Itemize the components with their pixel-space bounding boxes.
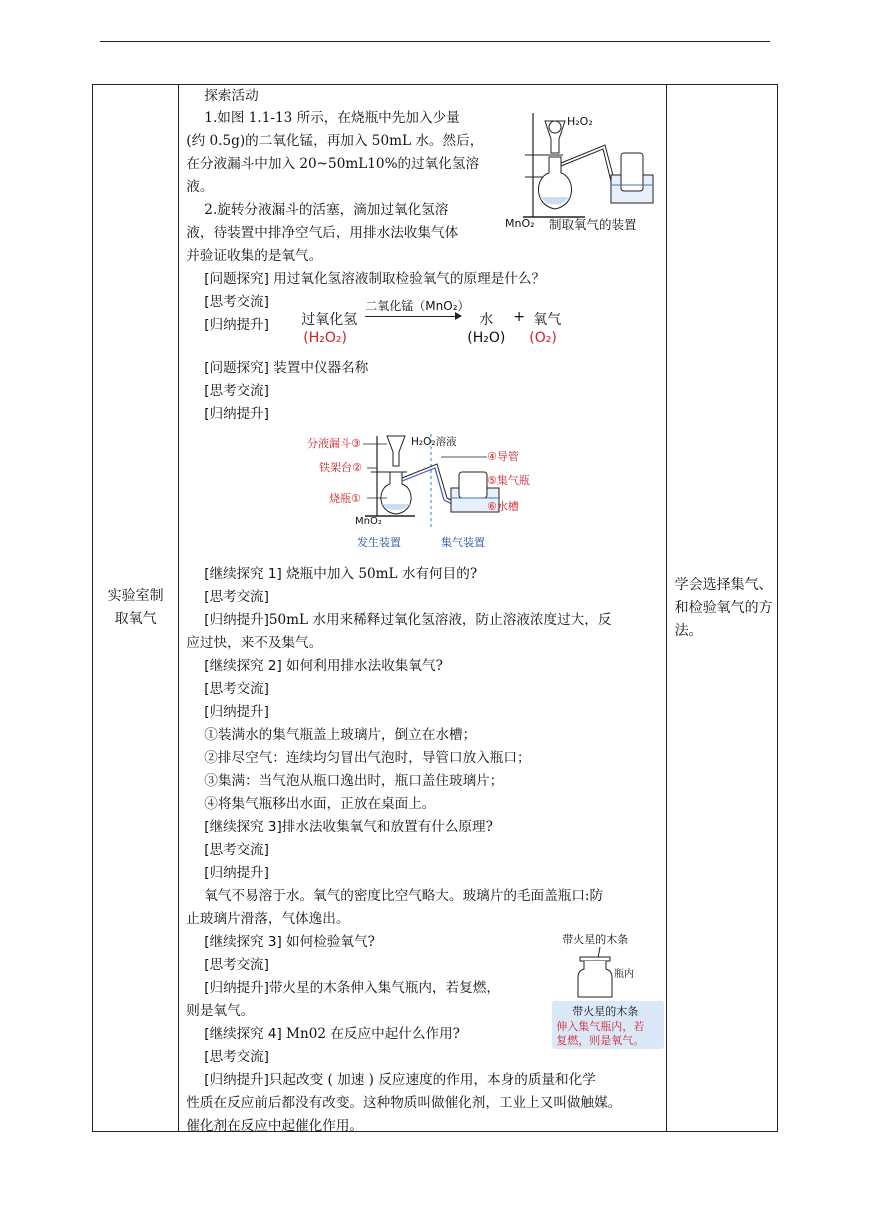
- label-bottle: ⑤集气瓶: [487, 474, 531, 487]
- question-tag: [继续探究 3]: [204, 934, 282, 950]
- splint-top-label: 带火星的木条: [562, 933, 629, 946]
- question-row: [204, 268, 545, 290]
- discussion-tag: [思考交流]: [204, 842, 269, 858]
- product-water: 水: [479, 312, 494, 328]
- product-oxygen: 氧气: [533, 312, 562, 328]
- bottle-label: 瓶内: [614, 969, 635, 980]
- content-cell: [179, 85, 666, 1132]
- label-funnel: 分液漏斗③: [307, 437, 362, 450]
- summary-tag: [归纳提升]: [204, 704, 269, 720]
- label-flask: 烧瓶①: [329, 492, 362, 505]
- box-title: 带火星的木条: [572, 1005, 639, 1018]
- question-text: 如何检验氧气?: [286, 934, 375, 950]
- answer-text: 只起改变 ( 加速 ) 反应速度的作用，本身的质量和化学: [268, 1072, 596, 1088]
- discussion-tag: [思考交流]: [204, 294, 269, 310]
- line: 止玻璃片滑落，气体逸出。: [186, 911, 350, 927]
- splint-conclusion-box: [552, 1001, 664, 1049]
- h2o2-label: H₂O₂: [567, 115, 594, 128]
- splint-bottle-icon: [570, 947, 640, 1001]
- line: 应过快，来不及集气。: [186, 635, 323, 651]
- answer-row: [204, 609, 611, 631]
- line-title: 探索活动: [204, 88, 259, 104]
- label-stand: 铁架台②: [319, 461, 363, 474]
- discussion-tag: [思考交流]: [204, 589, 269, 605]
- caption-left: 发生装置: [357, 536, 402, 549]
- discussion-tag: [思考交流]: [204, 681, 269, 697]
- summary-tag: [归纳提升]: [204, 1072, 269, 1088]
- answer-row: [204, 1069, 596, 1091]
- section-label-cell: [93, 85, 179, 1132]
- line: 在分液漏斗中加入 20~50mL10%的过氧化氢溶: [186, 156, 480, 172]
- reaction-equation: [293, 297, 593, 349]
- step-item: ①装满水的集气瓶盖上玻璃片，倒立在水槽；: [204, 727, 477, 743]
- discussion-tag: [思考交流]: [204, 957, 269, 973]
- lesson-table: [92, 84, 778, 1132]
- discussion-tag: [思考交流]: [204, 383, 269, 399]
- step-item: ②排尽空气：连续均匀冒出气泡时，导管口放入瓶口；: [204, 750, 531, 766]
- summary-tag: [归纳提升]: [204, 612, 269, 628]
- goal-text: 学会选择集气、和检验氧气的方法。: [674, 576, 773, 639]
- question-tag: [继续探究 1]: [204, 566, 282, 582]
- line: 并验证收集的是氧气。: [186, 248, 323, 264]
- step-item: ④将集气瓶移出水面，正放在桌面上。: [204, 796, 436, 812]
- question-row: [204, 816, 493, 838]
- catalyst-label: 二氧化锰（MnO₂）: [365, 299, 470, 313]
- question-row: [204, 563, 477, 585]
- reaction-arrow: [365, 316, 461, 317]
- box-line2: 复燃，则是氧气。: [556, 1034, 645, 1047]
- header-rule: [100, 41, 770, 42]
- summary-tag: [归纳提升]: [204, 980, 269, 996]
- box-line1: 伸入集气瓶内，若: [556, 1020, 645, 1033]
- summary-tag: [归纳提升]: [204, 865, 269, 881]
- question-text: Mn02 在反应中起什么作用?: [286, 1026, 460, 1042]
- product-water-formula: (H₂O): [467, 330, 506, 346]
- label-tube: ④导管: [487, 450, 520, 463]
- question-row: [204, 931, 375, 953]
- line: (约 0.5g)的二氧化锰，再加入 50mL 水。然后，: [186, 133, 484, 149]
- question-tag: [继续探究 4]: [204, 1026, 282, 1042]
- question-text: 用过氧化氢溶液制取检验氧气的原理是什么？: [273, 271, 546, 287]
- caption-right: 集气装置: [441, 536, 486, 549]
- reactant-formula: (H₂O₂): [303, 330, 347, 346]
- summary-tag: [归纳提升]: [204, 406, 269, 422]
- line: 催化剂在反应中起催化作用。: [186, 1118, 364, 1134]
- question-text: 如何利用排水法收集氧气?: [286, 658, 443, 674]
- question-text: 排水法收集氧气和放置有什么原理?: [281, 819, 493, 835]
- plus-sign: +: [513, 309, 526, 325]
- figure1-caption: 制取氧气的装置: [549, 217, 637, 232]
- question-tag: [问题探究]: [204, 271, 269, 287]
- line: 氧气不易溶于水。氧气的密度比空气略大。玻璃片的毛面盖瓶口:防: [204, 888, 604, 904]
- line: 液。: [186, 179, 214, 195]
- question-row: [204, 357, 368, 379]
- answer-text: 50mL 水用来稀释过氧化氢溶液，防止溶液浓度过大，反: [268, 612, 612, 628]
- line: 则是氧气。: [186, 1003, 255, 1019]
- label-h2o2: H₂O₂溶液: [411, 436, 457, 448]
- question-tag: [继续探究 3]: [204, 819, 282, 835]
- oxygen-apparatus-figure: [505, 105, 665, 235]
- discussion-tag: [思考交流]: [204, 1049, 269, 1065]
- reactant-name: 过氧化氢: [301, 312, 358, 328]
- step-item: ③集满：当气泡从瓶口逸出时，瓶口盖住玻璃片；: [204, 773, 504, 789]
- label-trough: ⑥水槽: [487, 500, 520, 513]
- label-mno2: MnO₂: [355, 516, 383, 527]
- question-text: 烧瓶中加入 50mL 水有何目的?: [286, 566, 478, 582]
- question-tag: [问题探究]: [204, 360, 269, 376]
- product-oxygen-formula: (O₂): [529, 330, 557, 346]
- answer-text: 带火星的木条伸入集气瓶内，若复燃，: [268, 980, 500, 996]
- labeled-apparatus-figure: [307, 432, 547, 550]
- line: 1.如图 1.1-13 所示，在烧瓶中先加入少量: [204, 110, 460, 126]
- question-row: [204, 1023, 460, 1045]
- summary-tag: [归纳提升]: [204, 317, 269, 333]
- line: 性质在反应前后都没有改变。这种物质叫做催化剂，工业上又叫做触媒。: [186, 1095, 622, 1111]
- line: 2.旋转分液漏斗的活塞，滴加过氧化氢溶: [204, 202, 449, 218]
- answer-row: [204, 977, 500, 999]
- question-row: [204, 655, 443, 677]
- question-tag: [继续探究 2]: [204, 658, 282, 674]
- line: 液，待装置中排净空气后，用排水法收集气体: [186, 225, 459, 241]
- goal-cell: [666, 85, 777, 1132]
- mno2-label: MnO₂: [505, 217, 535, 230]
- reaction-arrow-head: [455, 312, 462, 320]
- question-text: 装置中仪器名称: [273, 360, 369, 376]
- splint-test-figure: [550, 931, 668, 1051]
- section-label: 实验室制取氧气: [107, 588, 164, 627]
